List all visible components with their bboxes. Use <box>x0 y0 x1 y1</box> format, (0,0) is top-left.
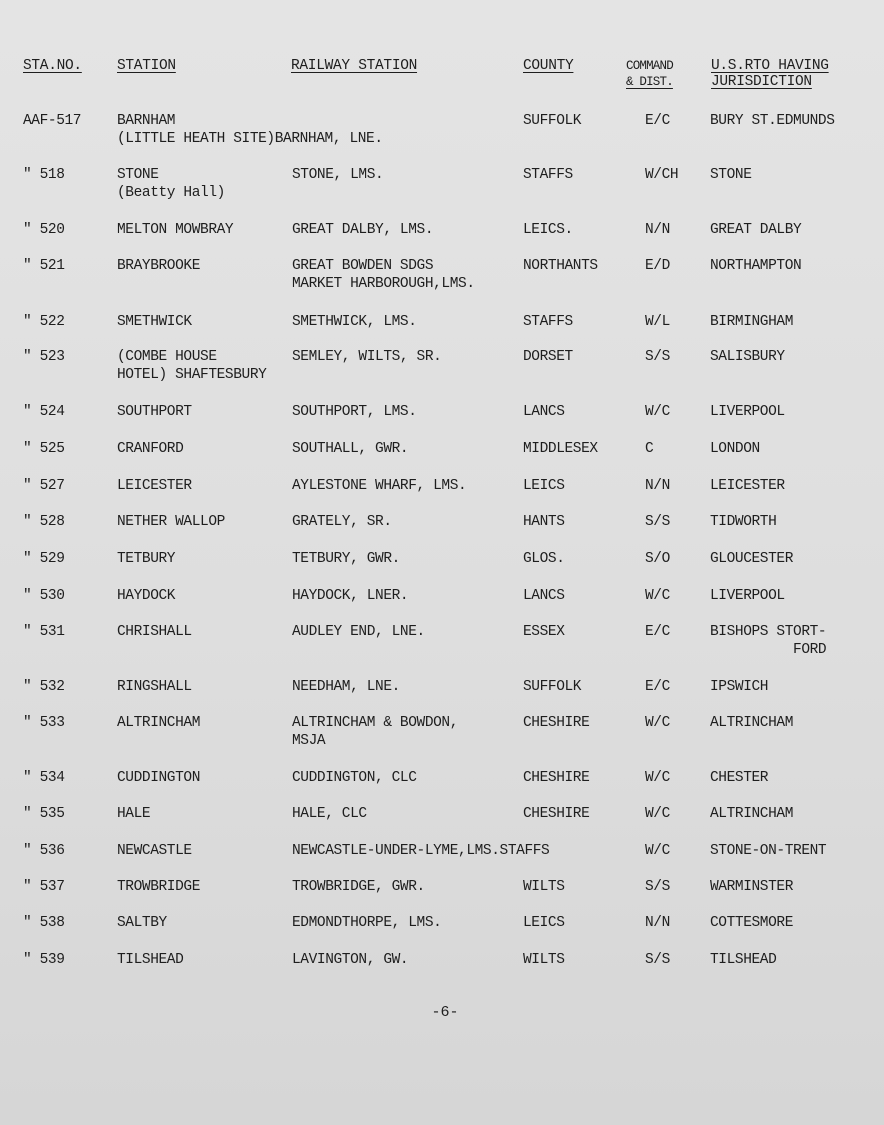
railway-station-cell: SOUTHALL, GWR. <box>292 441 409 457</box>
station-cell: HALE <box>117 806 151 822</box>
station-cell: TROWBRIDGE <box>117 879 201 895</box>
station-cell: STONE (Beatty Hall) <box>117 167 225 201</box>
sta-no-cell: " 534 <box>23 770 65 786</box>
railway-station-cell: LAVINGTON, GW. <box>292 952 409 968</box>
sta-no-cell: " 522 <box>23 314 65 330</box>
station-cell: CUDDINGTON <box>117 770 201 786</box>
county-cell: WILTS <box>523 952 565 968</box>
header-station <box>117 58 176 74</box>
county-cell: ESSEX <box>523 624 565 640</box>
rto-jurisdiction-cell: COTTESMORE <box>710 915 794 931</box>
header-railway-station-label: RAILWAY STATION <box>291 58 418 74</box>
station-cell: CHRISHALL <box>117 624 192 640</box>
rto-jurisdiction-cell: LIVERPOOL <box>710 404 785 420</box>
railway-station-cell: SMETHWICK, LMS. <box>292 314 417 330</box>
station-cell: SALTBY <box>117 915 167 931</box>
command-cell: E/C <box>645 624 670 640</box>
station-cell: ALTRINCHAM <box>117 715 201 731</box>
header-command <box>626 58 673 90</box>
sta-no-cell: " 538 <box>23 915 65 931</box>
command-cell: W/C <box>645 806 670 822</box>
county-cell: SUFFOLK <box>523 113 582 129</box>
header-command-line1: COMMAND <box>626 59 673 73</box>
county-cell: CHESHIRE <box>523 715 590 731</box>
rto-jurisdiction-cell: ALTRINCHAM <box>710 806 794 822</box>
sta-no-cell: " 520 <box>23 222 65 238</box>
station-cell: SOUTHPORT <box>117 404 192 420</box>
county-cell: STAFFS <box>523 314 573 330</box>
sta-no-cell: " 533 <box>23 715 65 731</box>
command-cell: S/S <box>645 879 670 895</box>
county-cell: LEICS. <box>523 222 573 238</box>
sta-no-cell: " 523 <box>23 349 65 365</box>
railway-station-cell: GREAT BOWDEN SDGS MARKET HARBOROUGH,LMS. <box>292 258 475 292</box>
station-cell: TETBURY <box>117 551 176 567</box>
railway-station-cell: AYLESTONE WHARF, LMS. <box>292 478 467 494</box>
station-cell: SMETHWICK <box>117 314 192 330</box>
header-sta-no <box>23 58 82 74</box>
station-cell: HAYDOCK <box>117 588 176 604</box>
county-cell: SUFFOLK <box>523 679 582 695</box>
station-cell: NEWCASTLE <box>117 843 192 859</box>
station-cell: MELTON MOWBRAY <box>117 222 234 238</box>
county-cell: MIDDLESEX <box>523 441 598 457</box>
sta-no-cell: " 536 <box>23 843 65 859</box>
county-cell: LEICS <box>523 478 565 494</box>
sta-no-cell: " 518 <box>23 167 65 183</box>
sta-no-cell: AAF-517 <box>23 113 82 129</box>
station-cell: BARNHAM (LITTLE HEATH SITE)BARNHAM, LNE. <box>117 113 383 147</box>
county-cell: CHESHIRE <box>523 806 590 822</box>
rto-jurisdiction-cell: LEICESTER <box>710 478 785 494</box>
command-cell: W/C <box>645 843 670 859</box>
command-cell: S/S <box>645 952 670 968</box>
command-cell: W/C <box>645 404 670 420</box>
rto-jurisdiction-cell: LONDON <box>710 441 760 457</box>
rto-jurisdiction-cell: BIRMINGHAM <box>710 314 794 330</box>
command-cell: N/N <box>645 222 670 238</box>
command-cell: W/C <box>645 588 670 604</box>
sta-no-cell: " 532 <box>23 679 65 695</box>
header-county-label: COUNTY <box>523 58 574 74</box>
command-cell: W/L <box>645 314 670 330</box>
rto-jurisdiction-cell: ALTRINCHAM <box>710 715 794 731</box>
county-cell: NORTHANTS <box>523 258 598 274</box>
county-cell: CHESHIRE <box>523 770 590 786</box>
county-cell: DORSET <box>523 349 573 365</box>
rto-jurisdiction-cell: CHESTER <box>710 770 769 786</box>
county-cell: LANCS <box>523 404 565 420</box>
rto-jurisdiction-cell: LIVERPOOL <box>710 588 785 604</box>
railway-station-cell: CUDDINGTON, CLC <box>292 770 417 786</box>
header-county <box>523 58 573 74</box>
header-rto-line2: JURISDICTION <box>711 74 812 90</box>
railway-station-cell: AUDLEY END, LNE. <box>292 624 425 640</box>
railway-station-cell: EDMONDTHORPE, LMS. <box>292 915 442 931</box>
header-station-label: STATION <box>117 58 176 74</box>
sta-no-cell: " 527 <box>23 478 65 494</box>
station-cell: BRAYBROOKE <box>117 258 201 274</box>
county-cell: STAFFS <box>523 167 573 183</box>
sta-no-cell: " 521 <box>23 258 65 274</box>
railway-station-cell: ALTRINCHAM & BOWDON, MSJA <box>292 715 459 749</box>
command-cell: C <box>645 441 654 457</box>
rto-jurisdiction-cell: TIDWORTH <box>710 514 777 530</box>
county-cell: LEICS <box>523 915 565 931</box>
railway-station-cell: SOUTHPORT, LMS. <box>292 404 417 420</box>
command-cell: S/S <box>645 349 670 365</box>
county-cell: LANCS <box>523 588 565 604</box>
railway-station-cell: HALE, CLC <box>292 806 367 822</box>
county-cell: HANTS <box>523 514 565 530</box>
rto-jurisdiction-cell: STONE <box>710 167 752 183</box>
rto-jurisdiction-cell: WARMINSTER <box>710 879 794 895</box>
sta-no-cell: " 530 <box>23 588 65 604</box>
header-rto <box>711 58 829 90</box>
railway-station-cell: GREAT DALBY, LMS. <box>292 222 434 238</box>
county-cell: WILTS <box>523 879 565 895</box>
sta-no-cell: " 539 <box>23 952 65 968</box>
railway-station-cell: NEEDHAM, LNE. <box>292 679 400 695</box>
command-cell: S/S <box>645 514 670 530</box>
command-cell: W/C <box>645 770 670 786</box>
railway-station-cell: SEMLEY, WILTS, SR. <box>292 349 442 365</box>
railway-station-cell: TROWBRIDGE, GWR. <box>292 879 425 895</box>
command-cell: N/N <box>645 478 670 494</box>
command-cell: N/N <box>645 915 670 931</box>
rto-jurisdiction-cell: STONE-ON-TRENT <box>710 843 827 859</box>
header-rto-line1: U.S.RTO HAVING <box>711 58 829 74</box>
station-cell: RINGSHALL <box>117 679 192 695</box>
sta-no-cell: " 531 <box>23 624 65 640</box>
command-cell: E/C <box>645 679 670 695</box>
railway-station-cell: HAYDOCK, LNER. <box>292 588 409 604</box>
command-cell: E/D <box>645 258 670 274</box>
rto-jurisdiction-cell: GLOUCESTER <box>710 551 794 567</box>
station-cell: TILSHEAD <box>117 952 184 968</box>
header-sta-no-label: STA.NO. <box>23 58 82 74</box>
station-cell: LEICESTER <box>117 478 192 494</box>
sta-no-cell: " 524 <box>23 404 65 420</box>
sta-no-cell: " 528 <box>23 514 65 530</box>
railway-station-cell: GRATELY, SR. <box>292 514 392 530</box>
page-number: -6- <box>431 1004 459 1021</box>
county-cell: GLOS. <box>523 551 565 567</box>
command-cell: E/C <box>645 113 670 129</box>
station-cell: (COMBE HOUSE HOTEL) SHAFTESBURY <box>117 349 267 383</box>
rto-jurisdiction-cell: BURY ST.EDMUNDS <box>710 113 835 129</box>
sta-no-cell: " 535 <box>23 806 65 822</box>
header-railway-station <box>291 58 417 74</box>
command-cell: W/CH <box>645 167 679 183</box>
rto-jurisdiction-cell: IPSWICH <box>710 679 769 695</box>
sta-no-cell: " 537 <box>23 879 65 895</box>
rto-jurisdiction-cell: SALISBURY <box>710 349 785 365</box>
command-cell: S/O <box>645 551 670 567</box>
sta-no-cell: " 529 <box>23 551 65 567</box>
sta-no-cell: " 525 <box>23 441 65 457</box>
rto-jurisdiction-cell: BISHOPS STORT- FORD <box>710 624 827 658</box>
railway-station-cell: TETBURY, GWR. <box>292 551 400 567</box>
rto-jurisdiction-cell: GREAT DALBY <box>710 222 802 238</box>
command-cell: W/C <box>645 715 670 731</box>
rto-jurisdiction-cell: TILSHEAD <box>710 952 777 968</box>
rto-jurisdiction-cell: NORTHAMPTON <box>710 258 802 274</box>
railway-station-cell: NEWCASTLE-UNDER-LYME,LMS.STAFFS <box>292 843 550 859</box>
station-cell: CRANFORD <box>117 441 184 457</box>
header-command-line2: & DIST. <box>626 75 673 89</box>
railway-station-cell: STONE, LMS. <box>292 167 384 183</box>
station-cell: NETHER WALLOP <box>117 514 225 530</box>
